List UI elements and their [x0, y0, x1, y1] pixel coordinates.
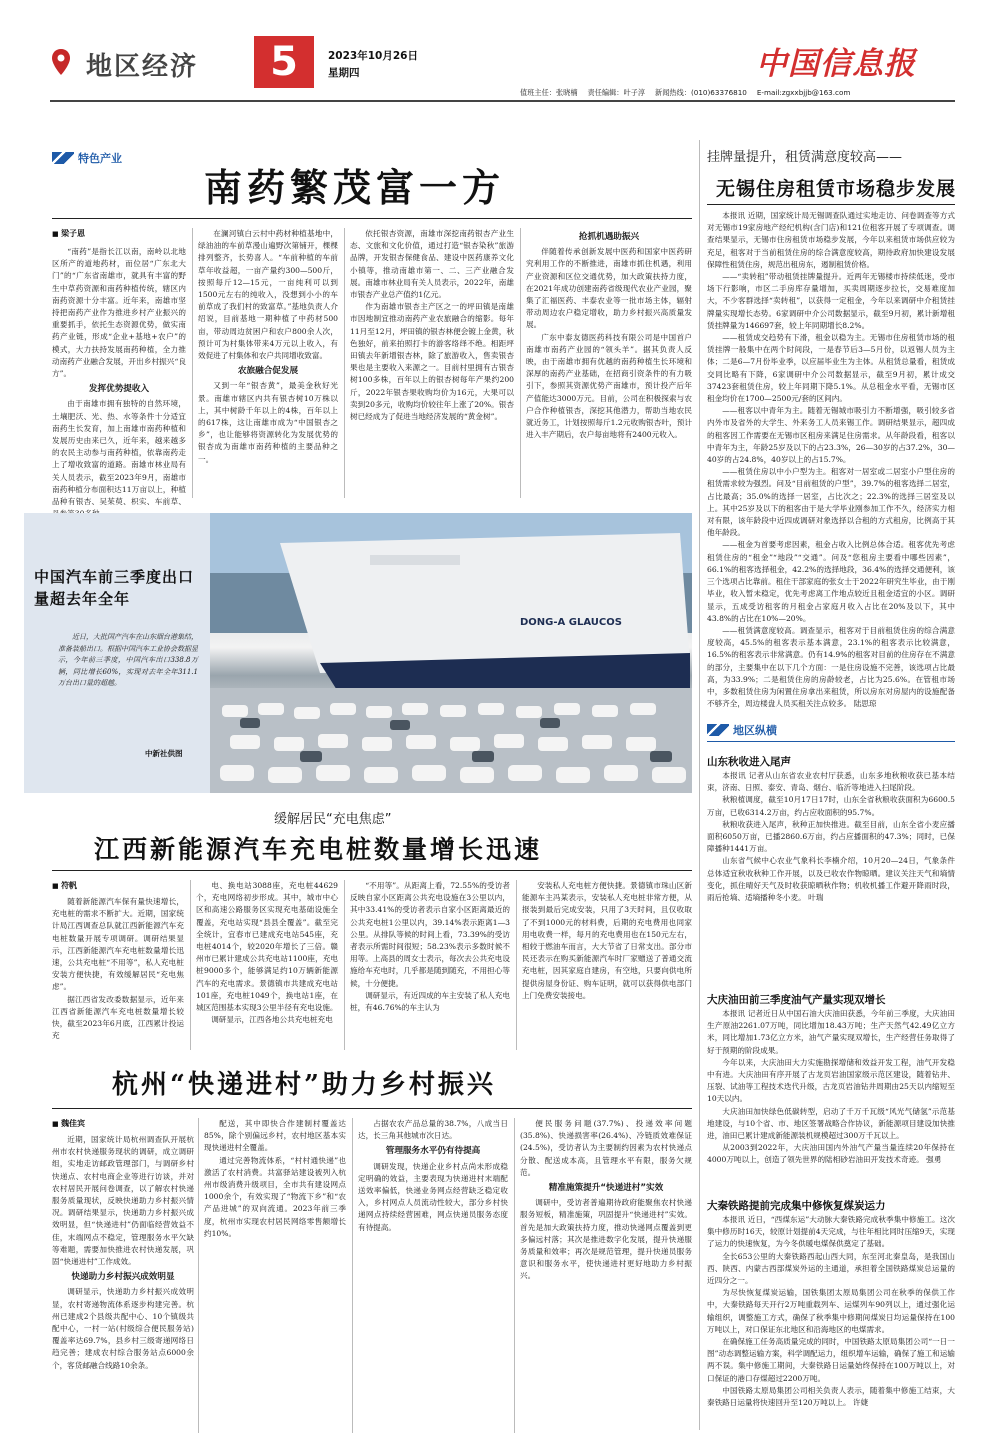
feature-column-3	[350, 228, 514, 503]
feature-col1-para: “南药”是指长江以南，南岭以北地区所产的道地药材，而位居“广东北大门”的“广东省南雄市，就具有丰富的野生中草药资源和南药种植传统，辖区内南药资源十分丰富。近年来，南雄市坚持把南药产业作为推进乡村产业振兴的重要抓手，依托生态资源优势，做实南药产业链，形成“企业+基地+农户”的模式，大力扶持发展南药种植，全力推动南药产业融合发展，开出乡村振兴“良方”。	[52, 247, 186, 379]
feature-col3-para: 依托银杏资源，南雄市深挖南药银杏产业生态、文旅和文化价值，通过打造“银杏染秋”旅游品牌，开发银杏保健食品、建设中医药康养文化小镇等，推动南雄市第一、二、三产业融合发展。南雄市林业局有关人员表示，2022年，南雄市银杏产业总产值约1亿元。	[350, 229, 514, 300]
ship-name-label: DONG-A GLAUCOS	[520, 617, 622, 628]
express-headline: 杭州“快递进村”助力乡村振兴	[112, 1070, 496, 1100]
divider	[190, 880, 191, 1050]
divider	[520, 228, 521, 498]
page-number: 5	[270, 39, 298, 85]
feature-col4-para: 伴随着传承创新发展中医药和国家中医药研究利用工作的不断推进，南雄市抓住机遇，利用产业资源和区位交通优势，加大政策扶持力度，在2021年成功创建南药省级现代农业产业园，聚集了汇福医药、丰泰农业等一批市场主体，辐射带动周边农户稳定增收，助力乡村振兴高质量发展。	[526, 247, 692, 330]
section-title: 地区经济	[86, 52, 199, 82]
rental-paragraph: ——租客以中青年为主。随着无锡城市吸引力不断增强，吸引较多省内外市及省外的大学生、外来务工人员来锡工作。调研结果显示，超四成的租客因工作需要在无锡市区租房来满足住房需求。从年龄段看，租客以中青年为主，年龄25岁及以下的占23.3%，26—30岁的占37.2%，30—40岁的占24.8%，40岁以上的占15.7%。	[707, 406, 955, 465]
ev-column-3: “不用等”。从距离上看，72.55%的受访者反映自家小区距离公共充电设施在3公里以内，其中33.41%的受访者表示自家小区距离最近的公共充电桩1公里以内，39.14%表示距离1—3公里。从排队等候的时间上看，73.39%的受访者表示所需时间很短；58.23%表示多数时候不用等。上高县的周女士表示，每次去公共充电设施给车充电时，几乎都是随到随充，不用担心等候，十分便捷。 调研显示，有近四成的车主安装了私人充电桩，有46.76%的车主认为	[350, 881, 510, 1013]
photo-caption: 近日，大批国产汽车在山东烟台港集结，准备装船出口。根据中国汽车工业协会数据显示，今年前三季度，中国汽车出口338.8万辆，同比增长60%，实现对去年全年311.1万台出口量的超越。	[58, 633, 198, 687]
ship-illustration	[210, 513, 692, 793]
regional-tag: 地区纵横	[707, 722, 955, 742]
paper-logo: 中国信息报	[756, 46, 916, 82]
divider	[344, 880, 345, 1050]
location-pin-icon	[50, 48, 72, 76]
divider	[514, 1118, 515, 1433]
divider	[516, 880, 517, 1050]
divider	[352, 1118, 353, 1433]
divider	[699, 140, 700, 1430]
feature-column-2	[198, 228, 338, 503]
rental-paragraph: ——租赁成交趋势有下滑，租金以稳为主。无锡市住房租赁市场的租赁挂牌一般集中在两个时间段，一是春节后3—5月份，以返锡人员为主体；二是6—7月份毕业季，以应届毕业生为主体。从租赁总量看，租赁成交同比略有下降，6家调研中介公司数据显示，截至9月初，累计成交37423套租赁住房，较上年同期下降5.1%。从总租金水平看，无锡市区租金均价在1700—2500元/套的区间内。	[707, 333, 955, 404]
regional-item-title: 山东秋收进入尾声	[707, 756, 791, 768]
feature-headline-rule	[52, 218, 692, 219]
duty-editor-credit: 责任编辑：叶子淳	[587, 88, 646, 97]
feature-tag: 特色产业	[52, 150, 122, 166]
rental-paragraph: ——租赁住房以中小户型为主。租客对一居室或二居室小户型住房的租赁需求较为强烈。问及“目前租赁的户型”，39.7%的租客选择二居室，占比最高；35.0%的选择一居室，占比次之；22.3%的选择三居室及以上。其中25岁及以下的租客由于是大学毕业刚参加工作不久，经济实力相对有限，该年龄段中近四成调研对象选择以合租的方式租房，比例高于其他年龄段。	[707, 467, 955, 538]
regional-item-body: 本报讯 记者近日从中国石油大庆油田获悉，今年前三季度，大庆油田生产原油2261.07万吨，同比增加18.43万吨；生产天然气42.49亿立方米，同比增加1.73亿立方米，油气产量实现双增长，生产经营任务取得了好于预期的阶段成果。 今年以来，大庆油田大力实施勘探增储和效益开发工程，油气开发稳中有进。大庆油田有序开展了古龙页岩油国家级示范区建设，随着钻井、压裂、试油等工程技术迭代升级，古龙页岩油钻井周期由25天以内缩短至10天以内。 大庆油田加快绿色低碳转型，启动了千万千瓦级“风光气储氢”示范基地建设，与10个省、市、地区签署战略合作协议，新能源项目建设加快推进，油田已累计建成新能源装机规模超过300万千瓦以上。 从2003到2022年，大庆油田国内外油气产量当量连续20年保持在4000万吨以上，创造了领先世界的陆相砂岩油田开发技术奇迹。 强勇	[707, 1009, 955, 1165]
rental-body	[707, 210, 955, 710]
express-subhead-1: 快递助力乡村振兴成效明显	[71, 1272, 175, 1283]
feature-column-1	[52, 246, 186, 506]
ev-headline: 江西新能源汽车充电桩数量增长迅速	[94, 835, 543, 864]
express-byline: ■ 魏佳宾	[52, 1118, 85, 1129]
express-subhead-2: 管理服务水平仍有待提高	[385, 1146, 481, 1157]
divider	[192, 228, 193, 498]
news-phone: 新闻热线：(010)63376810	[655, 88, 747, 97]
feature-subhead-1: 发挥优势提收入	[88, 384, 150, 395]
feature-byline: ■ 梁子恩	[52, 228, 85, 239]
express-subhead-3: 精准施策提升“快递进村”实效	[548, 1183, 664, 1194]
masthead-rule	[50, 100, 955, 102]
express-column-2: 配送，其中即快合作建制村覆盖达85%，除个别偏远乡村，农村地区基本实现快递进村全覆盖。 通过完善物流体系，“村村通快递”也激活了农村消费。共富驿站建设被列入杭州市级消费升级项目，全市共有建设网点1000余个，有效实现了“物流下乡”和“农产品进城”的双向流通。2023年前三季度，杭州市实现农村居民网络零售额增长约10%。	[204, 1119, 346, 1238]
car-carrier-photo	[210, 513, 692, 793]
feature-col3-para: 作为南雄市银杏主产区之一的坪田镇是南雄市因地制宜推动南药产业农旅融合的缩影。每年11月至12月，坪田镇的银杏林便会镀上金黄，秋色独好，前来拍照打卡的游客络绎不绝。相距坪田镇去年新增银杏林，除了旅游收入，售卖银杏果也是主要收入来源之一。目前村里拥有古银杏树100多株，百年以上的银杏树每年产果约200斤，2022年银杏果收购均价为16元，大果可以卖到20多元，收购均价较往年上涨了20%。银杏树已经成为了促进当地经济发展的“黄金树”。	[350, 302, 514, 422]
express-headline-rule	[52, 1108, 692, 1109]
masthead	[0, 0, 1000, 120]
regional-item-body: 本报讯 记者从山东省农业农村厅获悉，山东多地秋粮收获已基本结束，济南、日照、泰安、青岛、烟台、临沂等地进入扫尾阶段。 秋粮植调度，截至10月17日17时，山东全省秋粮收获面积为6600.5万亩，已收6314.2万亩，约占应收面积的95.7%。 秋粮收获进入尾声，秋种正加快推进。截至目前，山东全省小麦应播面积6050万亩，已播2860.6万亩，约占应播面积的47.3%；同时，已保障播种1441万亩。 山东省气候中心农业气象科长李楠介绍，10月20—24日，气象条件总体适宜秋收秋种工作开展，以及已收农作物晾晒。建议关注天气和墒情变化，抓住晴好天气及时收获晾晒秋作物；机收机播工作避开降雨时段，雨后抢墒、适墒播种冬小麦。 叶瑞	[707, 771, 955, 903]
photo-credit: 中新社供图	[145, 749, 183, 758]
rental-kicker: 挂牌量提升，租赁满意度较高——	[707, 150, 903, 165]
ev-headline-rule	[52, 870, 692, 871]
express-column-3: 占据农农产品总量的38.7%，八成当日达，长三角其他城市次日达。 管理服务水平仍有待提高 调研发现，快递企业乡村点尚未形成稳定明确的效益，主要表现为快递进村末端配送效率偏低，快递业务网点经营缺乏稳定收入，乡村网点人员流动性较大，部分乡村快递网点持续经营困难，网点快递员服务态度有待提高。	[358, 1119, 508, 1232]
rental-paragraph: ——租赁满意度较高。调查显示，租客对于目前租赁住房的综合满意度较高，45.5%的租客表示基本满意，23.1%的租客表示比较满意，16.5%的租客表示非常满意。仍有14.9%的租客对目前的住房存在不满意的部分，主要集中在以下几个方面：一是住房设施不完善，该选项占比最高，为33.9%；二是租赁住房的房龄较老，占比为25.6%。在管租市场中，多数租赁住房为闲置住房拿出来租赁，所以房东对房屋内的设施配备不够齐全，周边楼盘人员买租关注点较多。 陆思琼	[707, 625, 955, 709]
feature-subhead-2: 农旅融合促发展	[237, 366, 299, 377]
photo-title: 中国汽车前三季度出口量超去年全年	[34, 568, 195, 608]
feature-headline: 南药繁茂富一方	[204, 165, 506, 210]
editor-credit: 值班主任：张晓楠	[520, 88, 578, 97]
email-address: E-mail:zgxxbjjb@163.com	[756, 88, 851, 97]
issue-weekday: 星期四	[328, 67, 360, 79]
feature-subhead-3: 抢抓机遇助振兴	[578, 232, 640, 242]
feature-col4-para: 广东中泰友德医药科技有限公司是中国首户南雄市南药产业园的“领头羊”。据其负责人反映，由于南雄市拥有优越的南药种植生长环境和深厚的南药产业基础，在招商引资条件的有力吸引下，参照其资源优势产南雄市，预计投产后年产值能达3000万元。目前，公司在积极探索与农户合作种植银杏，深挖其他潜力，帮助当地农民就近务工，计划按照每斤1.2元收购银杏叶，预计进入丰产期后，农户每亩地将有2400元收入。	[526, 332, 692, 440]
rental-headline: 无锡住房租赁市场稳步发展	[716, 178, 957, 200]
feature-column-4	[526, 228, 692, 503]
regional-item-title: 大秦铁路提前完成集中修恢复煤炭运力	[707, 1200, 886, 1212]
feature-col2-para: 在澜河镇白云村中药材种植基地中，绿油油的车前草漫山遍野次第铺开，棵棵排列整齐，长势喜人。“车前种植的车前草年收益超，一亩产量约300—500斤，按照每斤12—15元，一亩纯利可以到1500元左右的纯收入，没想到小小的车前草成了我们村的致富草。”基地负责人介绍说，目前基地一期种植了中药材500亩，带动周边贫困户和农户800余人次，预计可为村集体带来4万元以上收入，有效促进了村集体和农户共同增收致富。	[198, 229, 338, 361]
regional-item-body: 本报讯 近日，“西煤东运”大动脉大秦铁路完成秋季集中修施工。这次集中修历时16天，较原计划提前4天完成，与往年相比同时压缩9天，实现了运力的快速恢复，为今冬供暖电煤保供奠定了基础。 全长653公里的大秦铁路西起山西大同，东至河北秦皇岛，是我国山西、陕西、内蒙古西部煤炭外运的主通道，承担着全国铁路煤炭总运量的近四分之一。 为尽快恢复煤炭运输，国铁集团太原局集团公司在秋季的保供工作中，大秦铁路每天开行2万吨重载列车、运煤列车90列以上，通过强化运输组织，调整施工方式，确保了秋季集中修期间煤炭日均运量保持在100万吨以上，对口保证东北地区和沿海地区的电煤需求。 在确保施工任务高质量完成的同时，中国铁路太原局集团公司“一日一图”动态调整运输方案，科学调配运力，组织增车运输，确保了施工和运输两不误。集中修施工期间，大秦铁路日运量始终保持在100万吨以上，对口保证的港口存煤超过2200万吨。 中国铁路太原局集团公司相关负责人表示，随着集中修施工结束，大秦铁路日运量将快速回升至120万吨以上。 许婕	[707, 1215, 955, 1408]
tag-stripe-icon	[52, 152, 74, 164]
ev-column-1: 随着新能源汽车保有量快速增长，充电桩的需求不断扩大。近期，国家统计局江西调查总队就江西新能源汽车充电桩数量开展专项调研。调研结果显示，江西新能源汽车充电桩数量增长迅速，公共充电桩“不用等”，私人充电桩安装方便快捷，有效缓解居民“充电焦虑”。 据江西省发改委数据显示，近年来江西省新能源汽车充电桩数量增长较快，截至2023年6月底，江西累计投运充	[52, 897, 184, 1041]
ev-column-4: 安装私人充电桩方便快捷。景德镇市珠山区新能源车主冯某表示，安装私人充电桩非常方便，从报装到最后完成安装，只用了3天时间，且仅收取了不到1000元的材料费，后期的充电费用也同家用电收费一样，每月的充电费用也在150元左右，相较于燃油车而言，大大节省了日常支出。部分市民还表示在购买新能源汽车时厂家赠送了普通交流充电桩，因其家庭自建房，有空地，只要向供电所提供房屋身份证、购车证明，就可以获得供电部门上门免费安装接电。	[522, 881, 692, 1000]
regional-item-title: 大庆油田前三季度油气产量实现双增长	[707, 994, 886, 1006]
tag-stripe-icon	[707, 724, 729, 736]
ev-byline: ■ 符帆	[52, 880, 77, 891]
ev-column-2: 电、换电站3088座，充电桩44629个，充电网络初步形成。其中，城市中心区和高速公路服务区实现充电基础设施全覆盖，充电站实现“县县全覆盖”。截至完全统计，宜春市已建成充电站545座，充电桩4014个，较2020年增长了三倍。赣州市已累计建成公共充电站1100座，充电桩9000多个，能够满足约10万辆新能源汽车的充电需求。景德镇市共建成充电站101座，充电桩1049个，换电站1座，在城区范围基本实现3公里半径有充电设施。 调研显示，江西各地公共充电桩充电	[196, 881, 338, 1025]
issue-date: 2023年10月26日	[328, 50, 418, 62]
express-column-1: 近期，国家统计局杭州调查队开展杭州市农村快递服务现状的调研，成立调研组，实地走访邮政管理部门，与调研乡村快递点、农村电商企业等进行访谈，并对农村居民开展问卷调查，以了解农村快递服务质量现状，反映快递助力乡村振兴情况。调研结果显示，快递助力乡村振兴成效明显，但“快递进村”仍面临经营效益不佳，末端网点不稳定，管理服务水平欠缺等难题，需要加快推进农村快递发展，巩固“快递进村”工作成效。 快递助力乡村振兴成效明显 调研显示，快递助力乡村振兴成效明显，农村寄递物流体系逐步构建完善。杭州已建成2个县级共配中心、10个镇级共配中心，一村一站(村级综合便民服务站)覆盖率达69.7%，县乡村三级寄递网络日趋完善；建成农村综合服务站点6000余个，客货邮融合线路10余条。	[52, 1135, 194, 1370]
rental-paragraph: 本报讯 近期，国家统计局无锡调查队通过实地走访、问卷调查等方式对无锡市19家房地产经纪机构(含门店)和121位租客开展了专项调查。调查结果显示，无锡市住房租赁市场稳步发展，今年以来租赁市场供应较为充足，租客对于当前租赁住房的综合满意度较高，期待政府加快建设发展保障性租赁住房，规范出租房东，遏制租赁价格。	[707, 211, 955, 269]
rental-paragraph: ——“卖转租”带动租赁挂牌量提升。近两年无锡楼市持续低迷，受市场下行影响，市区二手房库存量增加，买卖周期逐步拉长，交易难度加大，不少客群选择“卖转租”，以获得一定租金，今年以来调研中介租赁挂牌量实现增长态势。6家调研中介公司数据显示，截至9月初，累计新增租赁挂牌量为146697套，较上年同期增长8.2%。	[707, 272, 955, 330]
divider	[344, 228, 345, 498]
feature-col2b-para: 又到一年“银杏黄”，最美金秋好光景。南雄市辖区内共有银杏树10万株以上，其中树龄千年以上的4株，百年以上的617株，这让南雄市成为“中国银杏之乡”，也让能够将资源转化为发展优势的银杏成为南雄市南药种植的主要品种之一。	[198, 381, 338, 464]
feature-col1b-para: 由于南雄市拥有独特的自然环境，土壤肥沃、光、热、水等条件十分适宜南药生长发育，加上南雄市南药种植和发展历史由来已久，近年来，越来越多的农民主动参与南药种植，依靠南药走上了增收致富的道路。南雄市林业局有关人员表示，截至2023年9月，南雄市南药种植分布面积达11万亩以上，种植品种有银杏、吴茱萸、枳实、车前草、	[52, 399, 186, 507]
rental-paragraph: ——租金为首要考虑因素，租金占收入比例总体合适。租客优先考虑租赁住房的“租金”“地段”“交通”。问及“您租房主要看中哪些因素”，66.1%的租客选择租金，42.2%的选择地段，36.4%的选择交通便利，该三个选项占比靠前。租住干部家庭的张女士于2022年研究生毕业，由于刚毕业，收入暂未稳定，优先考虑离工作地点较近且租金适宜的小区。调研显示，五成受访租客的月租金占家庭月收入占比在20%及以下，其中43.8%的占比在10%—20%。	[707, 540, 955, 623]
express-column-4: 便民服务问题(37.7%)、投递效率问题(35.8%)、快递损害率(26.4%)、冷链质效难保证(24.5%)，受访者认为主要制约因素为农村快递点分散、配送成本高，且管理水平有限，服务欠规范。 精准施策提升“快递进村”实效 调研中，受访者普遍期待政府能聚焦农村快递服务短板，精准施策，巩固提升“快递进村”实效。首先是加大政策扶持力度，推动快递网点覆盖到更多偏远村落；其次是推进数字化发展，提升快递服务质量和效率；再次是规范管理，提升快递员服务意识和服务水平，使快递进村更好地助力乡村振兴。	[520, 1119, 692, 1281]
ev-kicker: 缓解居民“充电焦虑”	[274, 812, 392, 827]
masthead-info-line	[520, 88, 960, 98]
rental-headline-rule	[707, 204, 955, 205]
divider	[198, 1118, 199, 1433]
